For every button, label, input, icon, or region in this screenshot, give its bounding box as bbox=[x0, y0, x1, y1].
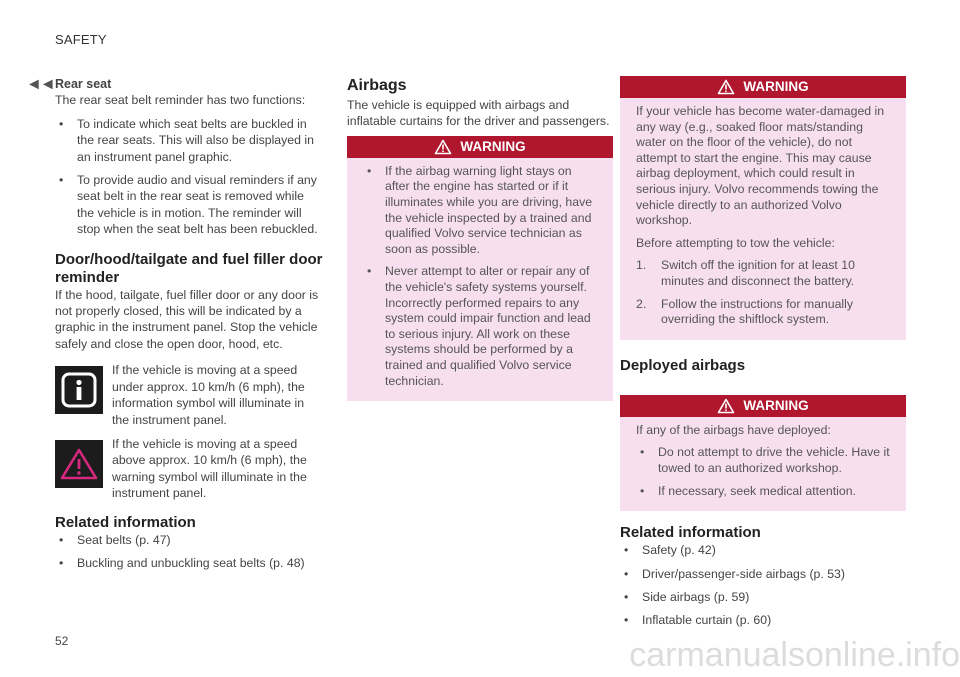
tow-intro: Before attempting to tow the vehicle: bbox=[636, 235, 835, 250]
related-link[interactable]: • Side airbags (p. 59) bbox=[620, 589, 906, 605]
step-number: 1. bbox=[636, 258, 647, 273]
door-reminder-body: If the hood, tailgate, fuel filler door or any door is not properly closed, this will be indicated by a graphic in the instrument panel. Stop the vehicle safely and close the open door, hood, etc. bbox=[55, 287, 319, 351]
airbag-warning-list bbox=[347, 158, 613, 389]
related-link[interactable]: • Safety (p. 42) bbox=[620, 542, 906, 558]
rear-seat-list bbox=[55, 116, 323, 238]
related-info-list bbox=[55, 532, 323, 572]
airbags-intro: The vehicle is equipped with airbags and inflatable curtains for the driver and passengers. bbox=[347, 98, 610, 129]
list-item: • Never attempt to alter or repair any of the vehicle's safety systems yourself. Incorrectly performed repairs to any system could impair function and lead to serious injury. All work on these systems should be performed by a trained and qualified Volvo service technician. bbox=[363, 264, 597, 389]
list-item bbox=[636, 297, 894, 328]
column-right bbox=[620, 76, 906, 629]
deployed-list bbox=[636, 445, 890, 499]
related-link[interactable]: • Inflatable curtain (p. 60) bbox=[620, 612, 906, 628]
section-title: SAFETY bbox=[55, 32, 107, 47]
related-link[interactable]: • Seat belts (p. 47) bbox=[55, 532, 323, 548]
list-item bbox=[636, 258, 894, 289]
tow-steps bbox=[636, 258, 894, 327]
rear-seat-heading: Rear seat bbox=[55, 77, 112, 91]
warning-triangle-icon bbox=[434, 139, 452, 155]
airbag-warning-box bbox=[347, 136, 613, 401]
water-damage-text: If your vehicle has become water-damaged in any way (e.g., soaked floor mats/standing water on the floor of the vehicle), do not attempt to start the engine. This may cause airbag deployment, which could result in serious injury. Volvo recommends towing the vehicle directly to an authorized Volvo workshop. bbox=[636, 104, 885, 228]
watermark: carmanualsonline.info bbox=[629, 636, 960, 674]
warning-header bbox=[620, 76, 906, 98]
warning-triangle-icon bbox=[717, 79, 735, 95]
related-info-heading: Related information bbox=[55, 513, 196, 531]
related-link[interactable]: • Driver/passenger-side airbags (p. 53) bbox=[620, 566, 906, 582]
warning-label: WARNING bbox=[460, 138, 526, 154]
warning-header bbox=[620, 395, 906, 417]
door-reminder-heading: Door/hood/tailgate and fuel filler door reminder bbox=[55, 250, 323, 286]
related-info-list bbox=[620, 542, 906, 629]
info-symbol-row bbox=[55, 362, 323, 428]
list-item: • If necessary, seek medical attention. bbox=[636, 484, 890, 500]
step-number: 2. bbox=[636, 296, 647, 311]
list-item: • To indicate which seat belts are buckled in the rear seats. This will also be displayed in an instrument panel graphic. bbox=[55, 116, 323, 165]
warning-header bbox=[347, 136, 613, 158]
warning-label: WARNING bbox=[743, 78, 809, 94]
information-symbol-icon bbox=[55, 366, 103, 414]
page-number: 52 bbox=[55, 634, 69, 648]
water-damage-warning-box bbox=[620, 76, 906, 340]
related-link[interactable]: • Buckling and unbuckling seat belts (p. 48) bbox=[55, 555, 323, 571]
deployed-intro: If any of the airbags have deployed: bbox=[636, 422, 831, 437]
warning-triangle-icon bbox=[717, 398, 735, 414]
warning-label: WARNING bbox=[743, 397, 809, 413]
list-item: • To provide audio and visual reminders if any seat belt in the rear seat is removed while the vehicle is in motion. The reminder will stop when the seat belt has been rebuckled. bbox=[55, 172, 323, 238]
deployed-warning-box bbox=[620, 395, 906, 511]
list-item: • If the airbag warning light stays on after the engine has started or if it illuminates while you are driving, have the vehicle inspected by a trained and qualified Volvo service technician as soon as possible. bbox=[363, 164, 597, 258]
info-symbol-text: If the vehicle is moving at a speed under approx. 10 km/h (6 mph), the information symbol will illuminate in the instrument panel. bbox=[112, 363, 305, 427]
column-left bbox=[55, 76, 323, 571]
warning-symbol-icon bbox=[55, 440, 103, 488]
continued-marker-icon: ◄◄ bbox=[26, 76, 54, 93]
warning-symbol-row bbox=[55, 436, 323, 502]
step-text: Follow the instructions for manually overriding the shiftlock system. bbox=[661, 296, 854, 327]
list-item: • Do not attempt to drive the vehicle. Have it towed to an authorized workshop. bbox=[636, 445, 890, 476]
rear-seat-intro: The rear seat belt reminder has two functions: bbox=[55, 93, 306, 108]
deployed-airbags-heading: Deployed airbags bbox=[620, 356, 746, 374]
column-middle bbox=[347, 76, 613, 401]
related-info-heading: Related information bbox=[620, 524, 761, 542]
warning-symbol-text: If the vehicle is moving at a speed above approx. 10 km/h (6 mph), the warning symbol will illuminate in the instrument panel. bbox=[112, 436, 307, 501]
airbags-heading: Airbags bbox=[347, 77, 407, 94]
step-text: Switch off the ignition for at least 10 minutes and disconnect the battery. bbox=[661, 258, 855, 288]
